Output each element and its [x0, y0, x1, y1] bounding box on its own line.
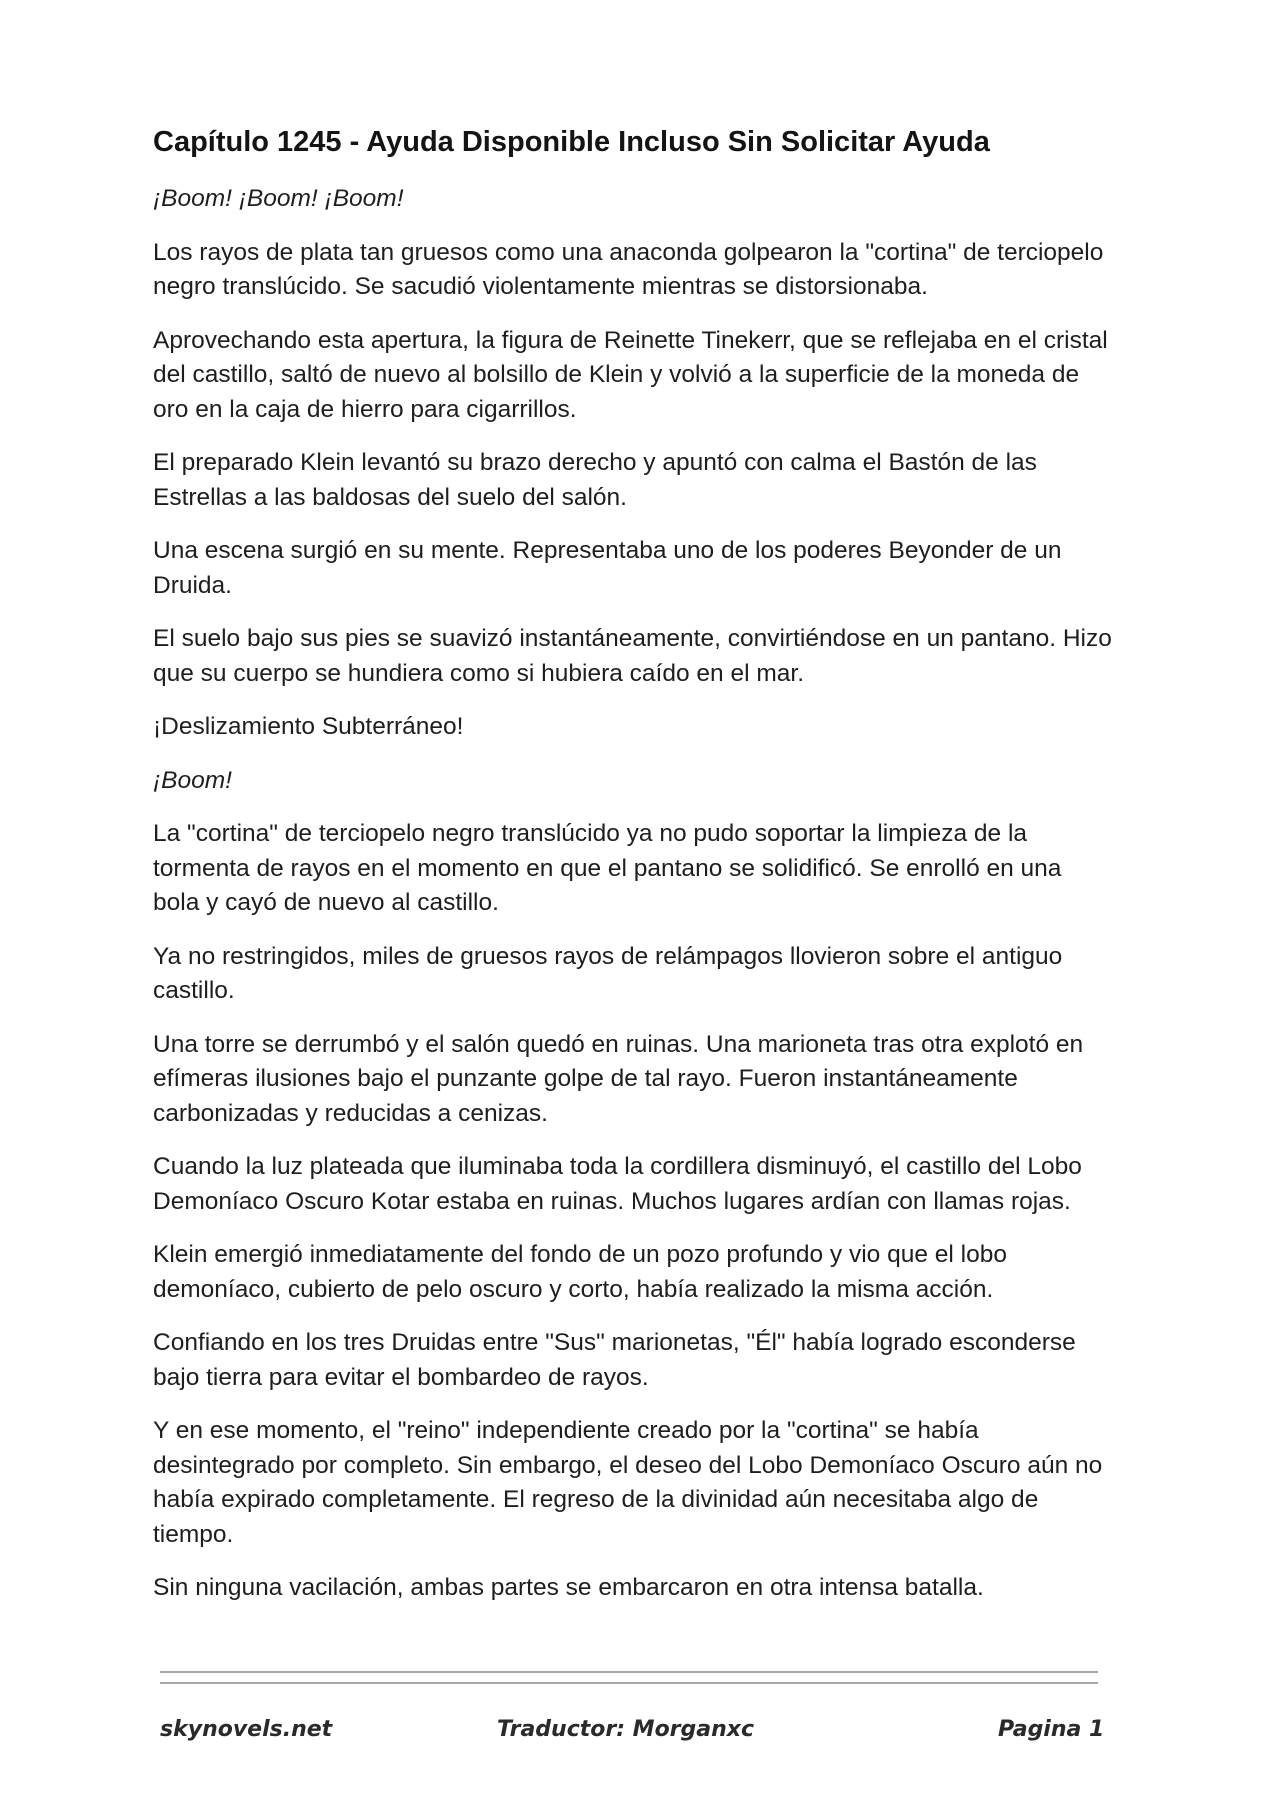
paragraph: El preparado Klein levantó su brazo derecho y apuntó con calma el Bastón de las Estrellas a las baldosas del suelo del salón.	[153, 449, 1037, 511]
footer-page-number: Pagina 1	[998, 1717, 1105, 1742]
paragraph: Cuando la luz plateada que iluminaba toda la cordillera disminuyó, el castillo del Lobo Demoníaco Oscuro Kotar estaba en ruinas. Muchos lugares ardían con llamas rojas.	[153, 1153, 1082, 1215]
document-body	[153, 118, 1113, 1625]
paragraph: ¡Boom! ¡Boom! ¡Boom!	[153, 185, 404, 212]
paragraph: Klein emergió inmediatamente del fondo de un pozo profundo y vio que el lobo demoníaco, cubierto de pelo oscuro y corto, había realizado la misma acción.	[153, 1241, 1007, 1303]
paragraph: ¡Boom!	[153, 766, 232, 794]
paragraph: Aprovechando esta apertura, la figura de Reinette Tinekerr, que se reflejaba en el cristal del castillo, saltó de nuevo al bolsillo de Klein y volvió a la superficie de la moneda de oro en la caja de hierro para cigarrillos.	[153, 326, 1108, 423]
paragraph: La "cortina" de terciopelo negro translúcido ya no pudo soportar la limpieza de la tormenta de rayos en el momento en que el pantano se solidificó. Se enrolló en una bola y cayó de nuevo al castillo.	[153, 820, 1062, 916]
footer-site: skynovels.net	[160, 1717, 333, 1742]
paragraph: El suelo bajo sus pies se suavizó instantáneamente, convirtiéndose en un pantano. Hizo que su cuerpo se hundiera como si hubiera caído en el mar.	[153, 625, 1112, 687]
paragraph: Y en ese momento, el "reino" independiente creado por la "cortina" se había desintegrado por completo. Sin embargo, el deseo del Lobo Demoníaco Oscuro aún no había expirado completamente. El regreso de la divinidad aún necesitaba algo de tiempo.	[153, 1417, 1103, 1548]
paragraph: Una escena surgió en su mente. Representaba uno de los poderes Beyonder de un Druida.	[153, 537, 1062, 599]
footer-divider-bottom	[160, 1682, 1098, 1684]
paragraph-list	[153, 182, 1113, 1606]
paragraph: Una torre se derrumbó y el salón quedó en ruinas. Una marioneta tras otra explotó en efímeras ilusiones bajo el punzante golpe de tal rayo. Fueron instantáneamente carbonizadas y reducidas a cenizas.	[153, 1030, 1084, 1127]
footer-divider-top	[160, 1671, 1098, 1673]
paragraph: Los rayos de plata tan gruesos como una anaconda golpearon la "cortina" de terciopelo negro translúcido. Se sacudió violentamente mientras se distorsionaba.	[153, 238, 1104, 300]
footer-translator: Traductor: Morganxc	[497, 1717, 755, 1742]
chapter-title: Capítulo 1245 - Ayuda Disponible Incluso Sin Solicitar Ayuda	[153, 126, 990, 158]
paragraph: Sin ninguna vacilación, ambas partes se embarcaron en otra intensa batalla.	[153, 1574, 984, 1601]
paragraph: ¡Deslizamiento Subterráneo!	[153, 713, 464, 740]
paragraph: Ya no restringidos, miles de gruesos rayos de relámpagos llovieron sobre el antiguo castillo.	[153, 942, 1063, 1004]
paragraph: Confiando en los tres Druidas entre "Sus" marionetas, "Él" había logrado esconderse bajo tierra para evitar el bombardeo de rayos.	[153, 1329, 1076, 1391]
